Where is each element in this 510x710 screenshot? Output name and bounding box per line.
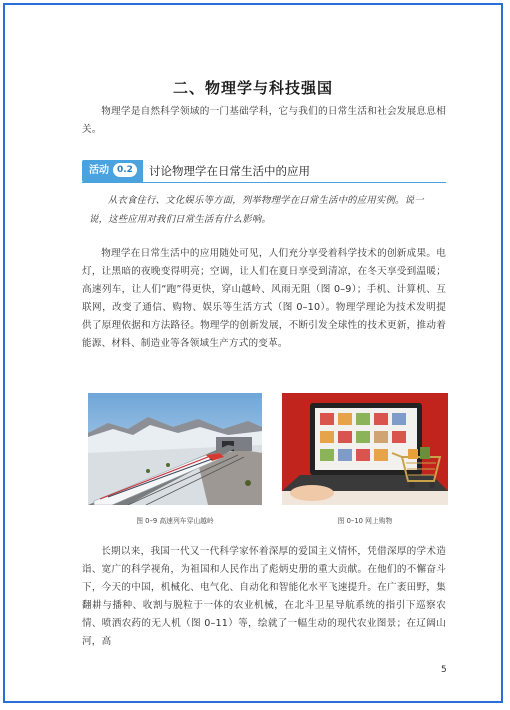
activity-header (82, 160, 310, 182)
figure-train-image (88, 393, 262, 505)
section-title: 二、物理学与科技强国 (172, 79, 333, 97)
activity-number: 0.2 (113, 163, 137, 177)
activity-label: 活动 (89, 165, 109, 176)
shopping-illustration (282, 393, 448, 505)
activity-title: 讨论物理学在日常生活中的应用 (148, 164, 310, 178)
activity-prompt: 从衣食住行、文化娱乐等方面，列举物理学在日常生活中的应用实例。说一说，这些应用对我们日常生活有什么影响。 (89, 195, 424, 225)
figure-shopping-image (282, 393, 448, 505)
page-number: 5 (441, 665, 447, 675)
activity-tag (82, 160, 143, 182)
activity-underline (82, 182, 446, 183)
figure-caption-train: 图 0–9 高速列车穿山越岭 (136, 517, 214, 525)
intro-paragraph: 物理学是自然科学领域的一门基础学科，它与我们的日常生活和社会发展息息相关。 (82, 106, 446, 135)
body-paragraph-2: 长期以来，我国一代又一代科学家怀着深厚的爱国主义情怀，凭借深厚的学术造诣、宽广的科学视角，为祖国和人民作出了彪炳史册的重大贡献。在他们的不懈奋斗下，今天的中国，机械化、电气化、自动化和智能化水平飞速提升。在广袤田野，集翻耕与播种、收割与脱粒于一体的农业机械，在北斗卫星导航系统的指引下巡察农情、喷洒农药的无人机（图 0–11）等，绘就了一幅生动的现代农业图景；在辽阔山河，高 (82, 546, 446, 647)
body-paragraph-1: 物理学在日常生活中的应用随处可见，人们充分享受着科学技术的创新成果。电灯，让黑暗的夜晚变得明亮；空调，让人们在夏日享受到清凉，在冬天享受到温暖；高速列车，让人们“跑”得更快，穿山越岭、风雨无阻（图 0–9）；手机、计算机、互联网，改变了通信、购物、娱乐等生活方式（图 0–10）。物理学理论为技术发明提供了原理依据和方法路径。物理学的创新发展，不断引发全球性的技术更新，推动着能源、材料、制造业等各领域生产方式的变革。 (82, 248, 446, 349)
figure-caption-shopping: 图 0–10 网上购物 (337, 517, 393, 525)
train-illustration (88, 393, 262, 505)
textbook-page (3, 3, 503, 703)
